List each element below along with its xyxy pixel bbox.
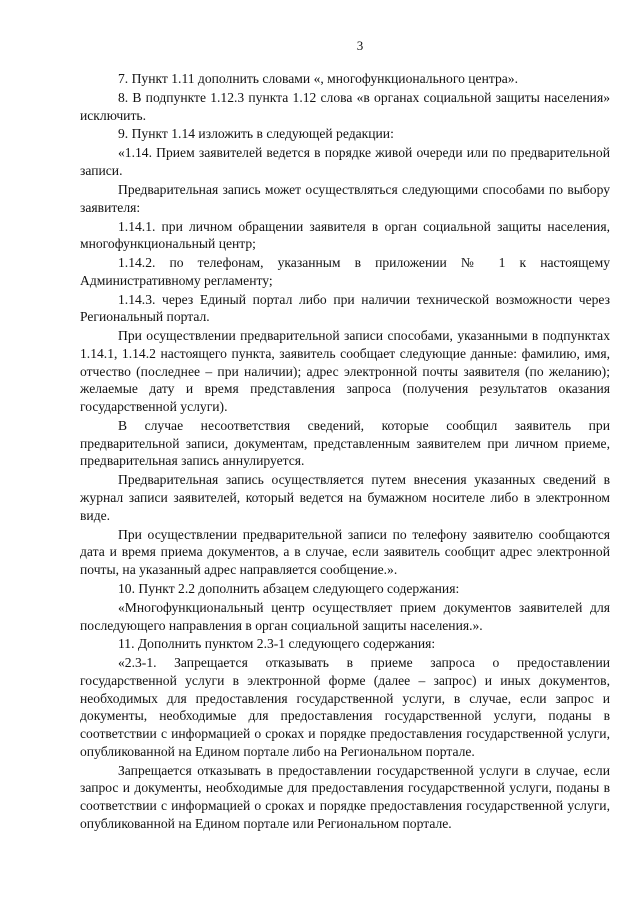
paragraph-8: 8. В подпункте 1.12.3 пункта 1.12 слова «в органах социальной защиты населения» исключить. <box>80 89 610 123</box>
document-body <box>80 70 610 833</box>
paragraph-mfc: «Многофункциональный центр осуществляет прием документов заявителей для последующего направления в орган социальной защиты населения.». <box>80 599 610 633</box>
paragraph-mismatch: В случае несоответствия сведений, которые сообщил заявитель при предварительной записи, документам, представленным заявителем при личном приеме, предварительная запись аннулируется. <box>80 418 610 469</box>
paragraph-7: 7. Пункт 1.11 дополнить словами «, многофункционального центра». <box>118 71 518 86</box>
paragraph-journal: Предварительная запись осуществляется путем внесения указанных сведений в журнал записи заявителей, который ведется на бумажном носителе либо в электронном виде. <box>80 472 610 523</box>
paragraph-phone-booking: При осуществлении предварительной записи по телефону заявителю сообщаются дата и время приема документов, а в случае, если заявитель сообщит адрес электронной почты, на указанный адрес направляется сообщение.». <box>80 526 610 578</box>
paragraph-11: 11. Дополнить пунктом 2.3-1 следующего содержания: <box>118 636 436 652</box>
paragraph-1-14-1: 1.14.1. при личном обращении заявителя в орган социальной защиты населения, многофункциональный центр; <box>80 218 610 252</box>
paragraph-refusal-prohibited: Запрещается отказывать в предоставлении государственной услуги в случае, если запрос и документы, необходимые для предоставления государственной услуги, поданы в соответствии с информацией о сроках и порядке предоставления государственной услуги, опубликованной на Едином портале или Региональном портале. <box>80 762 610 831</box>
paragraph-1-14-2: 1.14.2. по телефонам, указанным в приложении № 1 к настоящему Административному регламенту; <box>80 255 610 288</box>
paragraph-2-3-1: «2.3-1. Запрещается отказывать в приеме запроса о предоставлении государственной услуги в электронной форме (далее – запрос) и иных документов, необходимых для предоставления государственной услуги, в случае, если запрос и документы, необходимые для предоставления государственной услуги, поданы в соответствии с информацией о сроках и порядке предоставления государственной услуги, опубликованной на Едином портале либо на Региональном портале. <box>80 655 610 759</box>
paragraph-9: 9. Пункт 1.14 изложить в следующей редакции: <box>118 126 394 142</box>
paragraph-1-14: «1.14. Прием заявителей ведется в порядке живой очереди или по предварительной записи. <box>80 145 610 179</box>
page-number: 3 <box>356 38 364 53</box>
paragraph-booking-data: При осуществлении предварительной записи способами, указанными в подпунктах 1.14.1, 1.14.2 настоящего пункта, заявитель сообщает следующие данные: фамилию, имя, отчество (последнее – при наличии); адрес электронной почты заявителя (по желанию); желаемые дату и время представления запроса (получения результатов оказания государственной услуги). <box>80 328 610 415</box>
paragraph-preliminary-booking: Предварительная запись может осуществляться следующими способами по выбору заявителя: <box>80 181 610 215</box>
paragraph-10: 10. Пункт 2.2 дополнить абзацем следующего содержания: <box>118 580 460 596</box>
paragraph-1-14-3: 1.14.3. через Единый портал либо при наличии технической возможности через Региональный портал. <box>80 291 610 325</box>
